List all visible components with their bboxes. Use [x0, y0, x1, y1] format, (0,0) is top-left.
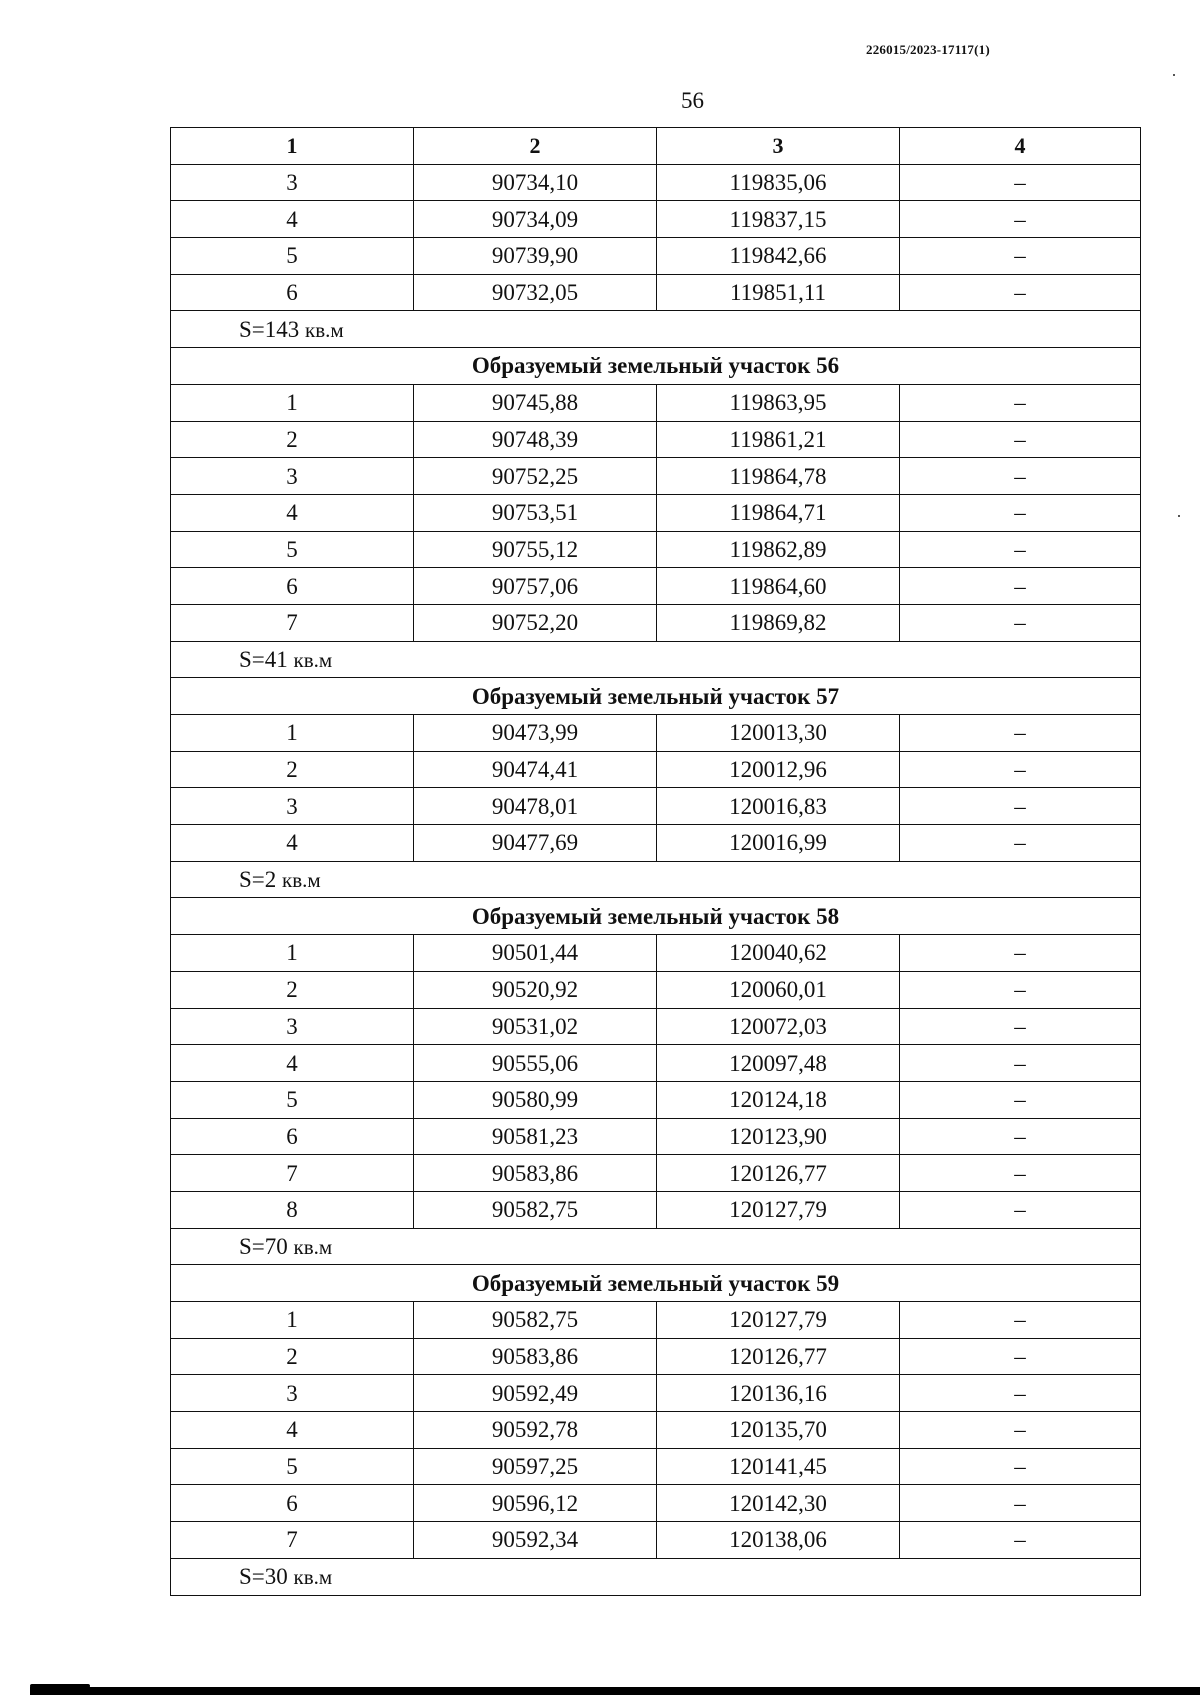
- point-number-cell: 2: [171, 751, 414, 788]
- x-coordinate-cell: 90752,20: [414, 604, 657, 641]
- point-number-cell: 7: [171, 1522, 414, 1559]
- y-coordinate-cell: 120127,79: [657, 1302, 900, 1339]
- x-coordinate-cell: 90583,86: [414, 1155, 657, 1192]
- table-row: [171, 825, 1141, 862]
- y-coordinate-cell: 119837,15: [657, 201, 900, 238]
- x-coordinate-cell: 90748,39: [414, 421, 657, 458]
- area-row: [171, 1558, 1141, 1595]
- x-coordinate-cell: 90597,25: [414, 1448, 657, 1485]
- x-coordinate-cell: 90734,10: [414, 164, 657, 201]
- y-coordinate-cell: 119862,89: [657, 531, 900, 568]
- scan-speck: [1178, 515, 1180, 517]
- y-coordinate-cell: 120141,45: [657, 1448, 900, 1485]
- note-cell: –: [900, 1045, 1141, 1082]
- y-coordinate-cell: 120040,62: [657, 935, 900, 972]
- note-cell: –: [900, 715, 1141, 752]
- x-coordinate-cell: 90592,78: [414, 1412, 657, 1449]
- section-header-row: [171, 1265, 1141, 1302]
- point-number-cell: 6: [171, 274, 414, 311]
- note-cell: –: [900, 1155, 1141, 1192]
- note-cell: –: [900, 788, 1141, 825]
- table-row: [171, 274, 1141, 311]
- note-cell: –: [900, 1118, 1141, 1155]
- table-row: [171, 935, 1141, 972]
- table-row: [171, 1522, 1141, 1559]
- table-row: [171, 164, 1141, 201]
- table-row: [171, 1081, 1141, 1118]
- note-cell: –: [900, 201, 1141, 238]
- column-header: 1: [171, 128, 414, 165]
- y-coordinate-cell: 120013,30: [657, 715, 900, 752]
- table-row: [171, 421, 1141, 458]
- point-number-cell: 3: [171, 788, 414, 825]
- section-header-row: [171, 348, 1141, 385]
- x-coordinate-cell: 90592,49: [414, 1375, 657, 1412]
- area-value: S=41: [239, 646, 288, 672]
- point-number-cell: 3: [171, 1008, 414, 1045]
- y-coordinate-cell: 120127,79: [657, 1191, 900, 1228]
- section-header-row: [171, 678, 1141, 715]
- section-title: Образуемый земельный участок 58: [171, 898, 1141, 935]
- point-number-cell: 4: [171, 1045, 414, 1082]
- table-row: [171, 1485, 1141, 1522]
- table-row: [171, 971, 1141, 1008]
- table-header-row: [171, 128, 1141, 165]
- x-coordinate-cell: 90474,41: [414, 751, 657, 788]
- x-coordinate-cell: 90580,99: [414, 1081, 657, 1118]
- note-cell: –: [900, 531, 1141, 568]
- y-coordinate-cell: 120016,83: [657, 788, 900, 825]
- section-title: Образуемый земельный участок 57: [171, 678, 1141, 715]
- note-cell: –: [900, 421, 1141, 458]
- table-row: [171, 1045, 1141, 1082]
- section-title: Образуемый земельный участок 56: [171, 348, 1141, 385]
- x-coordinate-cell: 90477,69: [414, 825, 657, 862]
- y-coordinate-cell: 120060,01: [657, 971, 900, 1008]
- area-cell: [171, 1228, 1141, 1265]
- table-row: [171, 494, 1141, 531]
- page-number: 56: [681, 88, 704, 113]
- y-coordinate-cell: 120136,16: [657, 1375, 900, 1412]
- y-coordinate-cell: 120097,48: [657, 1045, 900, 1082]
- x-coordinate-cell: 90757,06: [414, 568, 657, 605]
- note-cell: –: [900, 1008, 1141, 1045]
- point-number-cell: 5: [171, 1448, 414, 1485]
- note-cell: –: [900, 384, 1141, 421]
- area-cell: [171, 861, 1141, 898]
- area-unit: кв.м: [282, 868, 321, 893]
- area-unit: кв.м: [293, 647, 333, 672]
- y-coordinate-cell: 120126,77: [657, 1155, 900, 1192]
- table-row: [171, 531, 1141, 568]
- point-number-cell: 1: [171, 715, 414, 752]
- coordinates-table: [170, 127, 1141, 1596]
- point-number-cell: 5: [171, 238, 414, 275]
- note-cell: –: [900, 274, 1141, 311]
- area-value: S=70: [239, 1233, 288, 1259]
- x-coordinate-cell: 90501,44: [414, 935, 657, 972]
- section-title: Образуемый земельный участок 59: [171, 1265, 1141, 1302]
- y-coordinate-cell: 119863,95: [657, 384, 900, 421]
- y-coordinate-cell: 119864,71: [657, 494, 900, 531]
- area-value: S=143: [239, 316, 300, 342]
- area-cell: [171, 641, 1141, 678]
- table-row: [171, 1302, 1141, 1339]
- note-cell: –: [900, 604, 1141, 641]
- area-row: [171, 641, 1141, 678]
- y-coordinate-cell: 119864,78: [657, 458, 900, 495]
- table-row: [171, 1008, 1141, 1045]
- area-cell: [171, 311, 1141, 348]
- y-coordinate-cell: 119861,21: [657, 421, 900, 458]
- note-cell: –: [900, 568, 1141, 605]
- y-coordinate-cell: 120126,77: [657, 1338, 900, 1375]
- table-row: [171, 1155, 1141, 1192]
- table-row: [171, 715, 1141, 752]
- point-number-cell: 6: [171, 1485, 414, 1522]
- y-coordinate-cell: 119869,82: [657, 604, 900, 641]
- note-cell: –: [900, 971, 1141, 1008]
- note-cell: –: [900, 751, 1141, 788]
- x-coordinate-cell: 90478,01: [414, 788, 657, 825]
- point-number-cell: 3: [171, 1375, 414, 1412]
- x-coordinate-cell: 90581,23: [414, 1118, 657, 1155]
- note-cell: –: [900, 1522, 1141, 1559]
- point-number-cell: 7: [171, 604, 414, 641]
- note-cell: –: [900, 1191, 1141, 1228]
- point-number-cell: 3: [171, 164, 414, 201]
- x-coordinate-cell: 90520,92: [414, 971, 657, 1008]
- point-number-cell: 3: [171, 458, 414, 495]
- scan-speck: [1173, 74, 1175, 76]
- section-header-row: [171, 898, 1141, 935]
- point-number-cell: 7: [171, 1155, 414, 1192]
- area-unit: кв.м: [293, 1234, 333, 1259]
- note-cell: –: [900, 1485, 1141, 1522]
- x-coordinate-cell: 90734,09: [414, 201, 657, 238]
- y-coordinate-cell: 120142,30: [657, 1485, 900, 1522]
- x-coordinate-cell: 90745,88: [414, 384, 657, 421]
- y-coordinate-cell: 120072,03: [657, 1008, 900, 1045]
- column-header: 4: [900, 128, 1141, 165]
- table-row: [171, 1338, 1141, 1375]
- table-row: [171, 1412, 1141, 1449]
- note-cell: –: [900, 458, 1141, 495]
- table-row: [171, 568, 1141, 605]
- note-cell: –: [900, 1412, 1141, 1449]
- area-row: [171, 861, 1141, 898]
- note-cell: –: [900, 1338, 1141, 1375]
- table-row: [171, 238, 1141, 275]
- x-coordinate-cell: 90555,06: [414, 1045, 657, 1082]
- x-coordinate-cell: 90596,12: [414, 1485, 657, 1522]
- point-number-cell: 6: [171, 568, 414, 605]
- y-coordinate-cell: 120135,70: [657, 1412, 900, 1449]
- point-number-cell: 1: [171, 935, 414, 972]
- y-coordinate-cell: 120138,06: [657, 1522, 900, 1559]
- y-coordinate-cell: 120012,96: [657, 751, 900, 788]
- table-row: [171, 751, 1141, 788]
- y-coordinate-cell: 120016,99: [657, 825, 900, 862]
- area-cell: [171, 1558, 1141, 1595]
- note-cell: –: [900, 494, 1141, 531]
- x-coordinate-cell: 90582,75: [414, 1302, 657, 1339]
- y-coordinate-cell: 119851,11: [657, 274, 900, 311]
- area-unit: кв.м: [305, 317, 344, 342]
- area-value: S=30: [239, 1564, 288, 1590]
- point-number-cell: 5: [171, 531, 414, 568]
- note-cell: –: [900, 164, 1141, 201]
- area-row: [171, 311, 1141, 348]
- point-number-cell: 4: [171, 1412, 414, 1449]
- point-number-cell: 5: [171, 1081, 414, 1118]
- note-cell: –: [900, 1081, 1141, 1118]
- note-cell: –: [900, 935, 1141, 972]
- point-number-cell: 4: [171, 494, 414, 531]
- table-row: [171, 458, 1141, 495]
- scan-edge-bar: [30, 1687, 1200, 1695]
- point-number-cell: 2: [171, 1338, 414, 1375]
- table-row: [171, 604, 1141, 641]
- point-number-cell: 8: [171, 1191, 414, 1228]
- point-number-cell: 4: [171, 201, 414, 238]
- x-coordinate-cell: 90583,86: [414, 1338, 657, 1375]
- y-coordinate-cell: 119864,60: [657, 568, 900, 605]
- table-row: [171, 1448, 1141, 1485]
- area-row: [171, 1228, 1141, 1265]
- x-coordinate-cell: 90752,25: [414, 458, 657, 495]
- x-coordinate-cell: 90732,05: [414, 274, 657, 311]
- x-coordinate-cell: 90753,51: [414, 494, 657, 531]
- table-row: [171, 1375, 1141, 1412]
- note-cell: –: [900, 1375, 1141, 1412]
- y-coordinate-cell: 119835,06: [657, 164, 900, 201]
- x-coordinate-cell: 90473,99: [414, 715, 657, 752]
- point-number-cell: 6: [171, 1118, 414, 1155]
- table-row: [171, 788, 1141, 825]
- column-header: 3: [657, 128, 900, 165]
- x-coordinate-cell: 90592,34: [414, 1522, 657, 1559]
- table-row: [171, 201, 1141, 238]
- note-cell: –: [900, 238, 1141, 275]
- x-coordinate-cell: 90531,02: [414, 1008, 657, 1045]
- y-coordinate-cell: 120124,18: [657, 1081, 900, 1118]
- point-number-cell: 2: [171, 971, 414, 1008]
- table-row: [171, 1118, 1141, 1155]
- area-value: S=2: [239, 867, 277, 893]
- table-row: [171, 1191, 1141, 1228]
- note-cell: –: [900, 825, 1141, 862]
- y-coordinate-cell: 119842,66: [657, 238, 900, 275]
- x-coordinate-cell: 90739,90: [414, 238, 657, 275]
- column-header: 2: [414, 128, 657, 165]
- table-row: [171, 384, 1141, 421]
- area-unit: кв.м: [293, 1565, 333, 1590]
- note-cell: –: [900, 1302, 1141, 1339]
- point-number-cell: 2: [171, 421, 414, 458]
- point-number-cell: 1: [171, 384, 414, 421]
- x-coordinate-cell: 90755,12: [414, 531, 657, 568]
- x-coordinate-cell: 90582,75: [414, 1191, 657, 1228]
- note-cell: –: [900, 1448, 1141, 1485]
- point-number-cell: 1: [171, 1302, 414, 1339]
- document-id: 226015/2023-17117(1): [866, 42, 990, 57]
- y-coordinate-cell: 120123,90: [657, 1118, 900, 1155]
- point-number-cell: 4: [171, 825, 414, 862]
